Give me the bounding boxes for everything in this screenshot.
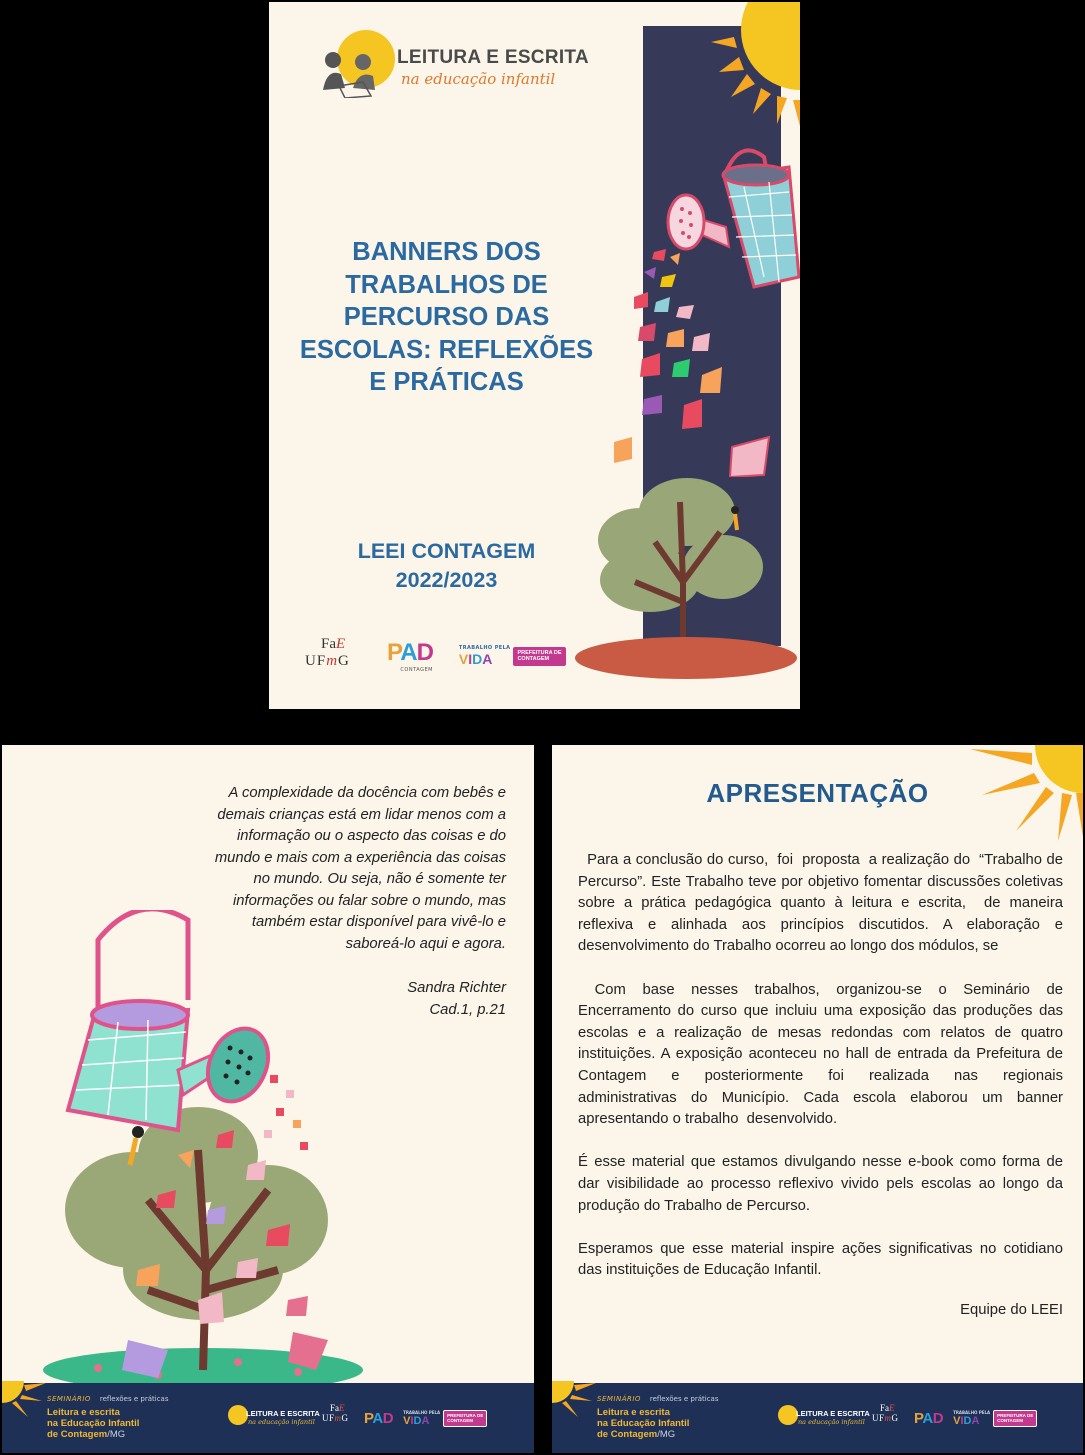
fae-ufmg-logo xyxy=(305,636,369,676)
fae-bottom-post: G xyxy=(338,653,350,669)
footer-pad-logo: PAD xyxy=(914,1409,944,1427)
seminar-kicker xyxy=(47,1395,168,1403)
footer-fae-m: m xyxy=(884,1413,892,1423)
footer-prefeitura-logo xyxy=(443,1410,487,1427)
intro-paragraph: Para a conclusão do curso, foi proposta a realização do “Trabalho de Percurso”. Este Trabalho teve por objetivo fomentar discussões coletivas sobre a prática pedagógica quanto à leitura e escrita, de maneira reflexiva e alinhada aos princípios discutidos. A elaboração e desenvolvimento do Trabalho ocorreu ao longo dos módulos, se xyxy=(578,852,1068,955)
quote-page xyxy=(2,745,534,1453)
footer-fae-post: G xyxy=(341,1413,349,1423)
logo-children-icon xyxy=(319,48,379,98)
intro-paragraph: Com base nesses trabalhos, organizou-se o Seminário de Encerramento do curso que incluiu uma exposição das produções das escolas e a realização de mesas redondas com relatos de quatro instituições. A exposição aconteceu no hall de entrada da Prefeitura de Contagem e posteriormente foi realizada nas regionais administrativas do Município. Cada escola elaborou um banner apresentando o trabalho desenvolvido. xyxy=(578,981,1072,1128)
footer-prefeitura-line: CONTAGEM xyxy=(997,1418,1024,1423)
seminar-state: /MG xyxy=(107,1429,126,1440)
logo-title: LEITURA E ESCRITA xyxy=(397,47,589,68)
footer-vida-logo: TRABALHO PELA VIDA PREFEITURA DE CONTAGEM xyxy=(953,1410,1037,1427)
footer-prefeitura-logo xyxy=(993,1410,1037,1427)
quote-line: no mundo. Ou seja, não é somente ter xyxy=(253,871,506,887)
pad-logo: PAD CONTAGEM xyxy=(387,639,433,673)
quote-line: demais crianças está em lidar menos com a xyxy=(217,806,506,823)
footer-leei-sub: na educação infantil xyxy=(248,1418,315,1426)
footer-fae-accent: E xyxy=(889,1403,895,1413)
seminar-line: na Educação Infantil xyxy=(47,1418,140,1429)
page-title: APRESENTAÇÃO xyxy=(706,778,929,808)
footer-fae-top: Fa xyxy=(880,1403,889,1413)
footer-bar xyxy=(2,1383,534,1453)
cover-page xyxy=(269,2,800,709)
prefeitura-line: CONTAGEM xyxy=(517,656,550,662)
logo-subtitle: na educação infantil xyxy=(401,70,556,88)
cover-title-line: PERCURSO DAS xyxy=(343,303,550,331)
seminar-kicker xyxy=(597,1395,718,1403)
footer-partner-logos xyxy=(772,1403,1037,1433)
partner-logos xyxy=(305,636,566,676)
quote-line: informações ou falar sobre o mundo, mas xyxy=(232,892,506,909)
cover-title-line: ESCOLAS: REFLEXÕES xyxy=(299,335,594,364)
quote-author: Sandra Richter xyxy=(407,980,506,996)
seminar-tag: reflexões e práticas xyxy=(649,1395,719,1403)
footer-vida-logo: TRABALHO PELA VIDA PREFEITURA DE CONTAGEM xyxy=(403,1410,487,1427)
seminar-title xyxy=(597,1407,689,1440)
sun-illustration xyxy=(689,2,800,137)
footer-leei-title: LEITURA E ESCRITA xyxy=(796,1409,870,1418)
footer-leei-title: LEITURA E ESCRITA xyxy=(246,1409,320,1418)
intro-signature: Equipe do LEEI xyxy=(960,1302,1063,1318)
quote-line: A complexidade da docência com bebês e xyxy=(228,785,506,801)
footer-sun-icon xyxy=(552,1381,600,1421)
footer-fae-pre: UF xyxy=(322,1413,335,1423)
footer-partner-logos xyxy=(222,1403,487,1433)
intro-paragraph: Esperamos que esse material inspire ações significativas no cotidiano das instituições de Educação Infantil. xyxy=(578,1240,1063,1279)
footer-vida-small: TRABALHO PELA xyxy=(403,1409,441,1415)
intro-paragraph: É esse material que estamos divulgando nesse e-book como forma de dar visibilidade ao processo reflexivo vivido pels escolas ao longo da produção do Trabalho de Percurso. xyxy=(578,1154,1063,1214)
prefeitura-logo xyxy=(513,647,565,666)
footer-fae-post: G xyxy=(891,1413,899,1423)
seminar-line: de Contagem xyxy=(597,1429,658,1440)
seminar-title xyxy=(47,1407,139,1440)
quote-line: informação ou o aspecto das coisas e do xyxy=(237,828,506,844)
footer-fae-logo xyxy=(322,1403,358,1433)
intro-page xyxy=(552,745,1083,1453)
footer-fae-m: m xyxy=(334,1413,342,1423)
footer-pad-logo: PAD xyxy=(364,1409,394,1427)
footer-prefeitura-line: PREFEITURA DE xyxy=(447,1412,484,1418)
vida-small-text: TRABALHO PELA xyxy=(458,645,511,651)
quote-line: saboreá-lo aqui e agora. xyxy=(345,935,506,952)
seminar-line: na Educação Infantil xyxy=(597,1418,690,1429)
cover-title xyxy=(289,236,604,399)
trabalho-pela-vida-logo: TRABALHO PELA VIDA PREFEITURA DE CONTAGEM xyxy=(459,645,566,667)
leitura-escrita-logo xyxy=(319,30,589,100)
seminar-line: Leitura e escrita xyxy=(47,1407,120,1418)
fae-top-accent: E xyxy=(336,636,346,652)
tree-illustration xyxy=(595,472,775,652)
footer-fae-logo xyxy=(872,1403,908,1433)
footer-sun-icon xyxy=(2,1381,50,1421)
footer-bar xyxy=(552,1383,1083,1453)
quote-source: Cad.1, p.21 xyxy=(429,1001,506,1018)
footer-leei-logo xyxy=(222,1403,322,1433)
seminar-kicker-label: SEMINÁRIO xyxy=(47,1395,91,1403)
fae-top-text: Fa xyxy=(321,636,336,652)
watering-can-tree-illustration xyxy=(38,910,418,1390)
footer-prefeitura-line: PREFEITURA DE xyxy=(997,1412,1034,1418)
cover-title-line: TRABALHOS DE xyxy=(345,270,548,299)
footer-fae-accent: E xyxy=(339,1403,345,1413)
cover-organization xyxy=(289,537,604,595)
seminar-line: Leitura e escrita xyxy=(597,1407,670,1418)
prefeitura-line: PREFEITURA DE xyxy=(517,649,562,656)
footer-fae-pre: UF xyxy=(872,1413,885,1423)
fae-bottom-accent: m xyxy=(326,653,339,669)
intro-body xyxy=(578,850,1072,1303)
footer-fae-top: Fa xyxy=(330,1403,339,1413)
ground-shape xyxy=(575,637,797,679)
quote-line: também estar disponível para vivê-lo e xyxy=(251,914,506,930)
cover-title-line: BANNERS DOS xyxy=(352,238,541,266)
cover-org-line: LEEI CONTAGEM xyxy=(357,539,536,563)
pad-sub: CONTAGEM xyxy=(400,667,433,673)
seminar-state: /MG xyxy=(657,1429,676,1440)
footer-leei-sub: na educação infantil xyxy=(798,1418,865,1426)
seminar-kicker-label: SEMINÁRIO xyxy=(597,1395,641,1403)
footer-leei-logo xyxy=(772,1403,872,1433)
footer-vida-small: TRABALHO PELA xyxy=(953,1409,991,1415)
quote-line: mundo e mais com a experiência das coisas xyxy=(214,849,506,866)
seminar-line: de Contagem xyxy=(47,1429,108,1440)
watering-can-illustration xyxy=(604,137,800,477)
quote-attribution xyxy=(407,978,506,1021)
footer-prefeitura-line: CONTAGEM xyxy=(447,1418,474,1423)
cover-title-line: E PRÁTICAS xyxy=(369,368,524,396)
seminar-tag: reflexões e práticas xyxy=(99,1395,169,1403)
fae-bottom-pre: UF xyxy=(305,653,327,669)
cover-org-line: 2022/2023 xyxy=(395,568,498,592)
